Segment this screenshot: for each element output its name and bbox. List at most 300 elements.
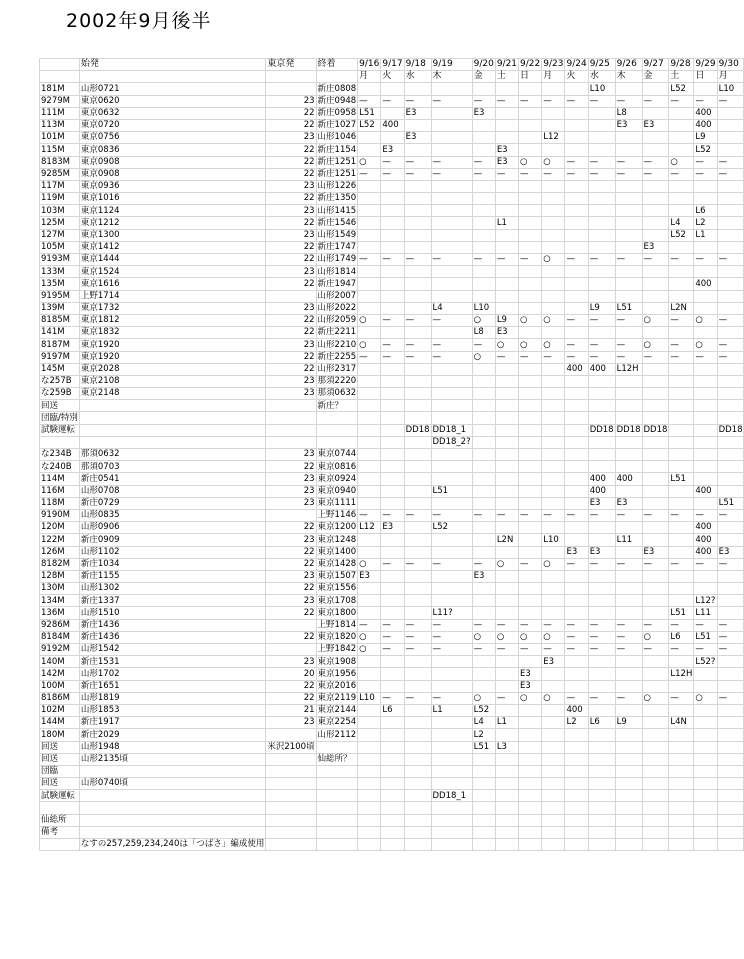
day-cell [615,485,642,497]
day-cell-text: — [670,351,679,362]
day-cell [615,583,642,595]
tokyo-time-cell-text: 23 [303,449,315,460]
day-cell [694,753,717,765]
day-cell [615,388,642,400]
tokyo-time-cell-text: 23 [303,132,315,143]
day-cell [472,509,495,521]
day-cell [404,583,431,595]
day-cell [381,778,404,790]
end-cell-text: 東京2254 [317,717,357,728]
end-cell-text: 新庄1947 [317,278,357,289]
day-cell [358,95,381,107]
tokyo-time-cell-text: 23 [303,534,315,545]
day-cell [717,193,744,205]
day-cell-text: — [473,510,483,521]
day-cell [358,351,381,363]
day-cell-text: L52 [432,522,449,533]
day-cell [404,205,431,217]
day-cell [717,509,744,521]
day-cell-text: E3 [643,120,655,131]
day-cell [404,278,431,290]
day-cell-text: L2 [473,729,484,740]
end-cell [316,558,358,570]
day-cell [431,424,472,436]
day-cell [717,156,744,168]
day-cell [358,619,381,631]
day-cell [669,363,694,375]
day-cell [358,473,381,485]
day-cell-text: — [670,315,679,326]
start-cell-text: 東京1920 [80,339,120,350]
day-cell-text: — [695,510,704,521]
day-cell [519,144,542,156]
day-cell [472,168,495,180]
day-cell [717,436,744,448]
day-cell [717,302,744,314]
day-cell [542,656,565,668]
end-cell-text: 上野1814 [317,619,357,630]
day-cell [717,144,744,156]
day-cell [358,778,381,790]
day-cell [669,765,694,777]
tokyo-time-cell-text: 22 [303,351,315,362]
day-cell [615,546,642,558]
tokyo-time-cell [266,558,316,570]
tokyo-time-cell [266,314,316,326]
day-cell-text: — [589,632,599,643]
table-row [40,558,744,570]
train-number-cell [40,314,80,326]
day-cell [642,327,669,339]
day-cell-text: L12? [695,595,716,606]
day-cell [642,363,669,375]
day-cell-text: — [405,351,415,362]
day-cell [519,485,542,497]
table-row [40,729,744,741]
day-cell [431,778,472,790]
header-weekday: 土 [495,71,518,83]
day-cell [472,95,495,107]
end-cell-text: 山形1046 [317,132,357,143]
train-number-cell [40,680,80,692]
day-cell [669,595,694,607]
day-cell [565,205,588,217]
day-cell [519,583,542,595]
day-cell [519,607,542,619]
table-row [40,424,744,436]
day-cell-text: L52 [473,705,490,716]
day-cell-text: L52 [670,229,686,240]
day-cell [565,485,588,497]
day-cell-text: — [520,644,529,655]
tokyo-time-cell-text: 22 [303,144,315,155]
day-cell [588,180,615,192]
train-number-cell [40,375,80,387]
day-cell-text: 400 [695,534,712,545]
day-cell [472,790,495,802]
day-cell [472,363,495,375]
day-cell [519,546,542,558]
day-cell [495,156,518,168]
tokyo-time-cell [266,717,316,729]
day-cell-text: L52 [670,83,686,94]
day-cell [694,424,717,436]
day-cell [642,583,669,595]
day-cell-text: ○ [473,315,482,326]
train-number-cell-text: 団臨 [41,766,59,777]
day-cell [615,668,642,680]
tokyo-time-cell-text: 22 [303,559,315,570]
day-cell [669,607,694,619]
day-cell [542,558,565,570]
day-cell [472,107,495,119]
day-cell [717,692,744,704]
train-number-cell-text: 134M [41,595,65,606]
start-cell [79,741,266,753]
day-cell [495,375,518,387]
start-cell [79,449,266,461]
day-cell [669,534,694,546]
day-cell [495,217,518,229]
day-cell [358,668,381,680]
day-cell [495,95,518,107]
start-cell-text: 東京1616 [80,278,120,289]
day-cell [642,132,669,144]
day-cell [615,449,642,461]
day-cell [565,839,588,851]
day-cell [588,449,615,461]
table-row [40,741,744,753]
day-cell-text: — [473,559,483,570]
day-cell [717,205,744,217]
day-cell [472,717,495,729]
day-cell [615,717,642,729]
day-cell [642,351,669,363]
day-cell [669,839,694,851]
train-number-cell-text: 回送 [41,778,59,789]
day-cell-text: DD18_1 [432,424,467,435]
day-cell [358,595,381,607]
day-cell [642,704,669,716]
start-cell [79,729,266,741]
day-cell [588,558,615,570]
day-cell-text: L8 [616,108,627,119]
day-cell-text: ○ [359,644,367,655]
header-date: 9/24 [566,59,587,70]
day-cell-text: — [432,644,442,655]
day-cell [717,290,744,302]
day-cell [565,156,588,168]
day-cell [404,254,431,266]
day-cell [431,412,472,424]
end-cell [316,656,358,668]
day-cell-text: — [520,619,529,630]
start-cell [79,144,266,156]
start-cell [79,388,266,400]
day-cell [358,339,381,351]
day-cell [358,497,381,509]
day-cell [495,314,518,326]
day-cell [519,241,542,253]
table-row [40,278,744,290]
header-date: 9/22 [520,59,541,70]
tokyo-time-cell [266,619,316,631]
day-cell [495,656,518,668]
day-cell [615,412,642,424]
day-cell [472,132,495,144]
day-cell [519,412,542,424]
day-cell [404,680,431,692]
day-cell [358,180,381,192]
day-cell [588,375,615,387]
day-cell [431,595,472,607]
day-cell [472,217,495,229]
day-cell-text: — [718,693,728,704]
day-cell [615,570,642,582]
start-cell-text: 山形1102 [80,546,120,557]
day-cell [565,314,588,326]
end-cell [316,546,358,558]
start-cell [79,412,266,424]
end-cell-text: 新庄2255 [317,351,357,362]
day-cell [694,485,717,497]
header-date: 9/23 [543,59,564,70]
day-cell [642,485,669,497]
tokyo-time-cell-text: 22 [303,583,315,594]
day-cell [404,119,431,131]
train-number-cell-text: 115M [41,144,65,155]
train-number-cell [40,814,80,826]
start-cell [79,217,266,229]
day-cell [669,388,694,400]
day-cell [431,656,472,668]
start-cell-text: 山形0721 [80,83,120,94]
day-cell [642,107,669,119]
day-cell [431,692,472,704]
end-cell [316,668,358,680]
day-cell [495,363,518,375]
table-row [40,546,744,558]
day-cell-text: — [496,169,506,180]
day-cell [404,144,431,156]
day-cell-text: — [566,351,575,362]
day-cell [642,412,669,424]
day-cell [519,363,542,375]
day-cell-text: — [589,351,599,362]
day-cell [472,473,495,485]
day-cell-text: 400 [589,364,606,375]
day-cell [358,644,381,656]
day-cell [717,826,744,838]
end-cell [316,241,358,253]
day-cell [694,692,717,704]
start-cell [79,461,266,473]
end-cell [316,765,358,777]
day-cell [642,802,669,814]
day-cell [694,156,717,168]
day-cell-text: ○ [473,693,482,704]
day-cell [565,339,588,351]
day-cell [519,339,542,351]
day-cell-text: DD18 [589,424,614,435]
day-cell [694,631,717,643]
day-cell [519,449,542,461]
day-cell-text: — [695,156,704,167]
day-cell [542,461,565,473]
train-number-cell-text: 116M [41,485,65,496]
day-cell [642,290,669,302]
train-number-cell-text: 122M [41,534,65,545]
day-cell-text: — [543,95,552,106]
day-cell [358,254,381,266]
day-cell [615,217,642,229]
day-cell [642,644,669,656]
header-blank [79,71,266,83]
day-cell [588,656,615,668]
table-row [40,144,744,156]
day-cell [565,631,588,643]
day-cell-text: — [589,510,599,521]
end-cell [316,254,358,266]
day-cell [431,351,472,363]
end-cell [316,266,358,278]
day-cell [615,497,642,509]
day-cell [542,229,565,241]
end-cell-text: 山形2022 [317,303,357,314]
day-cell [542,570,565,582]
day-cell-text: ○ [643,693,651,704]
day-cell [404,656,431,668]
header-weekday: 金 [642,71,669,83]
day-cell [694,583,717,595]
day-cell [431,631,472,643]
day-cell-text: — [496,644,506,655]
day-cell-text: — [432,169,442,180]
start-cell [79,473,266,485]
tokyo-time-cell [266,790,316,802]
day-cell [404,668,431,680]
end-cell [316,156,358,168]
day-cell-text: — [566,315,575,326]
day-cell-text: — [359,510,368,521]
day-cell [404,375,431,387]
day-cell-text: L51 [695,632,711,643]
day-cell-text: — [670,339,679,350]
day-cell [358,753,381,765]
day-cell [588,534,615,546]
day-cell [431,241,472,253]
day-cell-text: E3 [382,522,394,533]
day-cell [694,826,717,838]
day-cell [495,741,518,753]
day-cell [404,753,431,765]
day-cell [669,314,694,326]
day-cell [642,375,669,387]
start-cell-text: 上野1714 [80,290,120,301]
tokyo-time-cell [266,680,316,692]
day-cell [358,717,381,729]
day-cell [694,619,717,631]
tokyo-time-cell [266,485,316,497]
day-cell [615,814,642,826]
day-cell [642,570,669,582]
day-cell [519,558,542,570]
day-cell-text: L9 [589,303,600,314]
end-cell [316,95,358,107]
day-cell [472,522,495,534]
tokyo-time-cell-text: 23 [303,595,315,606]
start-cell [79,156,266,168]
day-cell [642,314,669,326]
tokyo-time-cell-text: 23 [303,656,315,667]
day-cell-text: — [520,510,529,521]
day-cell [381,278,404,290]
day-cell [381,558,404,570]
day-cell [542,339,565,351]
start-cell [79,83,266,95]
day-cell [542,473,565,485]
tokyo-time-cell-text: 23 [303,181,315,192]
end-cell-text: 山形1549 [317,229,357,240]
day-cell-text: 400 [382,120,399,131]
day-cell [472,741,495,753]
start-cell [79,266,266,278]
day-cell-text: E3 [589,498,601,509]
day-cell [565,302,588,314]
day-cell [495,826,518,838]
day-cell [694,436,717,448]
tokyo-time-cell [266,729,316,741]
day-cell [669,753,694,765]
start-cell-text: 新庄1337 [80,595,120,606]
train-number-cell [40,144,80,156]
day-cell-text: L4N [670,717,687,728]
end-cell-text: 那須0632 [317,388,357,399]
day-cell [495,302,518,314]
day-cell [669,546,694,558]
day-cell [358,156,381,168]
day-cell [588,266,615,278]
start-cell [79,644,266,656]
end-cell [316,644,358,656]
end-cell [316,351,358,363]
train-number-cell-text: 136M [41,607,65,618]
day-cell [358,741,381,753]
day-cell [615,692,642,704]
start-cell [79,424,266,436]
day-cell [694,644,717,656]
day-cell [694,729,717,741]
day-cell [542,753,565,765]
day-cell [358,790,381,802]
train-number-cell [40,522,80,534]
table-row [40,765,744,777]
table-row [40,826,744,838]
day-cell-text: L1 [496,217,507,228]
end-cell [316,607,358,619]
start-cell [79,668,266,680]
day-cell [404,388,431,400]
day-cell [642,156,669,168]
day-cell [381,497,404,509]
day-cell [694,351,717,363]
table-row [40,302,744,314]
header-date: 9/25 [588,59,615,71]
day-cell-text: — [643,156,652,167]
train-number-cell-text: 9195M [41,290,70,301]
day-cell [565,497,588,509]
day-cell-text: L12H [670,668,693,679]
